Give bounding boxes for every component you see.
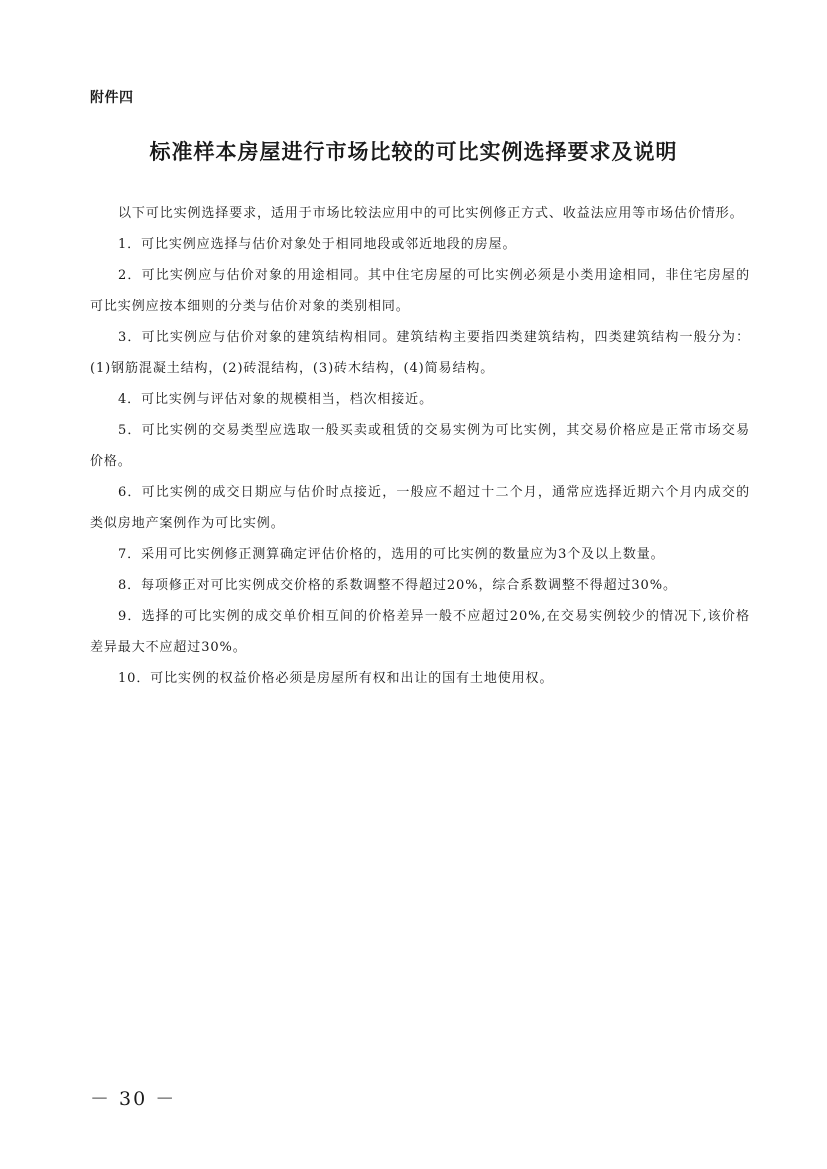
attachment-label: 附件四 xyxy=(90,90,134,106)
requirement-item-6: 6．可比实例的成交日期应与估价时点接近，一般应不超过十二个月，通常应选择近期六个月内成交的类似房地产案例作为可比实例。 xyxy=(90,485,750,531)
requirement-item-8: 8．每项修正对可比实例成交价格的系数调整不得超过20%，综合系数调整不得超过30%。 xyxy=(118,578,677,593)
document-body xyxy=(90,198,750,694)
requirement-item-1: 1．可比实例应选择与估价对象处于相同地段或邻近地段的房屋。 xyxy=(118,237,517,252)
requirement-item-5: 5．可比实例的交易类型应选取一般买卖或租赁的交易实例为可比实例，其交易价格应是正常市场交易价格。 xyxy=(90,423,750,469)
requirement-item-9: 9．选择的可比实例的成交单价相互间的价格差异一般不应超过20%,在交易实例较少的情况下,该价格差异最大不应超过30%。 xyxy=(90,609,750,655)
requirement-item-4: 4．可比实例与评估对象的规模相当，档次相接近。 xyxy=(118,392,433,407)
requirement-item-7: 7．采用可比实例修正测算确定评估价格的，选用的可比实例的数量应为3个及以上数量。 xyxy=(118,547,665,562)
intro-paragraph: 以下可比实例选择要求，适用于市场比较法应用中的可比实例修正方式、收益法应用等市场估价情形。 xyxy=(118,206,744,221)
document-title: 标准样本房屋进行市场比较的可比实例选择要求及说明 xyxy=(149,140,678,164)
requirement-item-3: 3．可比实例应与估价对象的建筑结构相同。建筑结构主要指四类建筑结构，四类建筑结构一般分为：(1)钢筋混凝土结构，(2)砖混结构，(3)砖木结构，(4)简易结构。 xyxy=(90,330,750,376)
requirement-item-2: 2．可比实例应与估价对象的用途相同。其中住宅房屋的可比实例必须是小类用途相同，非住宅房屋的可比实例应按本细则的分类与估价对象的类别相同。 xyxy=(90,268,750,314)
page-number: － 30 － xyxy=(90,1088,177,1110)
requirement-item-10: 10．可比实例的权益价格必须是房屋所有权和出让的国有土地使用权。 xyxy=(118,671,554,686)
